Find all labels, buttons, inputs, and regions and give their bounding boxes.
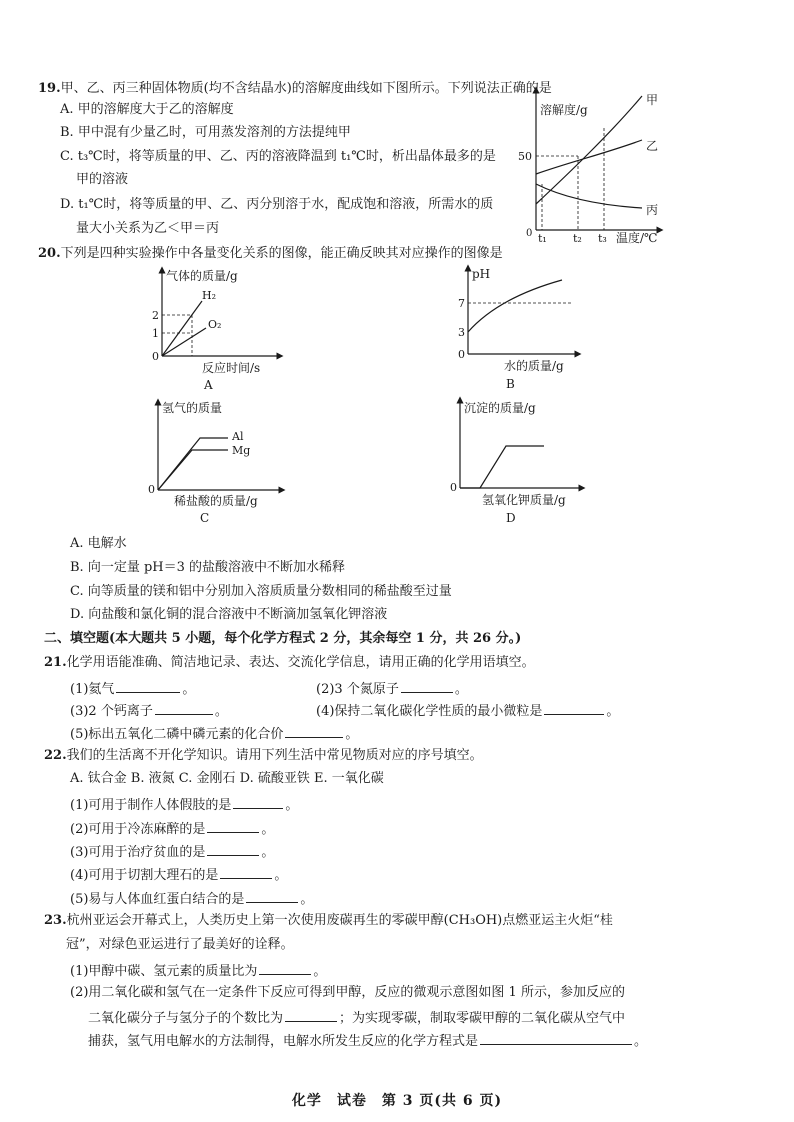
item-end: 。: [261, 845, 275, 860]
q21-stem: 化学用语能准确、简洁地记录、表达、交流化学信息，请用正确的化学用语填空。: [66, 655, 535, 670]
q23-stem-1: 杭州亚运会开幕式上，人类历史上第一次使用废碳再生的零碳甲醇(CH₃OH)点燃亚运主火炬“桂: [66, 913, 613, 928]
item-text: (4)保持二氧化碳化学性质的最小微粒是: [316, 704, 543, 719]
q20-option-d: D. 向盐酸和氯化铜的混合溶液中不断滴加氢氧化钾溶液: [70, 607, 388, 622]
solubility-graph: [510, 82, 670, 244]
question-number: 22.: [44, 748, 67, 763]
y-axis-label: 氢气的质量: [162, 401, 223, 415]
q21-item-1: [70, 678, 195, 699]
q20-stem: 下列是四种实验操作中各量变化关系的图像，能正确反映其对应操作的图像是: [60, 246, 503, 261]
graph-d: [444, 396, 592, 526]
graph-tag: B: [506, 377, 515, 391]
answer-blank[interactable]: [220, 864, 272, 879]
label-h2: H₂: [202, 289, 217, 302]
q23-part-1: [70, 960, 326, 981]
q20-option-c: C. 向等质量的镁和铝中分别加入溶质质量分数相同的稀盐酸至过量: [70, 584, 452, 599]
q19-option-d-cont: 量大小关系为乙＜甲＝丙: [76, 221, 220, 236]
q19-stem-line: [38, 80, 552, 98]
q20-option-b: B. 向一定量 pH＝3 的盐酸溶液中不断加水稀释: [70, 560, 346, 575]
item-end: 。: [300, 892, 314, 907]
y-axis-label: pH: [472, 267, 491, 281]
q21-item-4: [316, 700, 619, 721]
q21-stem-line: [44, 654, 535, 672]
q23-part-2-line2: [88, 1007, 625, 1028]
curve-ph: [468, 280, 562, 332]
item-text: (5)易与人体血红蛋白结合的是: [70, 892, 245, 907]
tick-7: 7: [458, 297, 465, 310]
line-mg: [158, 450, 228, 490]
line-h2: [162, 301, 202, 356]
item-text: (2)3 个氮原子: [316, 682, 399, 697]
item-text: (1)氦气: [70, 682, 115, 697]
item-text: 二氧化碳分子与氢分子的个数比为: [88, 1011, 284, 1026]
q19-option-b: B. 甲中混有少量乙时，可用蒸发溶剂的方法提纯甲: [60, 125, 351, 140]
curve-yi: [536, 140, 642, 174]
q19-option-a: A. 甲的溶解度大于乙的溶解度: [60, 102, 234, 117]
graph-tag: D: [506, 511, 516, 525]
q23-stem-line2: 冠”，对绿色亚运进行了最美好的诠释。: [66, 937, 294, 952]
answer-blank[interactable]: [285, 723, 343, 738]
answer-blank[interactable]: [480, 1030, 632, 1045]
q22-stem: 我们的生活离不开化学知识。请用下列生活中常见物质对应的序号填空。: [66, 748, 483, 763]
item-text-cont: ；为实现零碳，制取零碳甲醇的二氧化碳从空气中: [339, 1011, 626, 1026]
item-text: (3)2 个钙离子: [70, 704, 153, 719]
item-end: 。: [261, 822, 275, 837]
q21-item-2: [316, 678, 468, 699]
item-text: (1)可用于制作人体假肢的是: [70, 798, 232, 813]
origin-label: 0: [152, 350, 159, 363]
q19-option-d: D. t₁℃时，将等质量的甲、乙、丙分别溶于水，配成饱和溶液，所需水的质: [60, 197, 494, 212]
q22-stem-line: [44, 747, 483, 765]
q23-part-2-line1: (2)用二氧化碳和氢气在一定条件下反应可得到甲醇，反应的微观示意图如图 1 所示，参加反应的: [70, 985, 625, 1000]
y-axis-label: 沉淀的质量/g: [464, 401, 536, 415]
tick-t1: t₁: [538, 232, 547, 244]
item-end: 。: [214, 704, 228, 719]
x-axis-label: 稀盐酸的质量/g: [174, 494, 258, 508]
q19-stem: 甲、乙、丙三种固体物质(均不含结晶水)的溶解度曲线如下图所示。下列说法正确的是: [60, 81, 552, 96]
graph-tag: C: [200, 511, 210, 525]
q21-item-3: [70, 700, 228, 721]
line-precipitate: [460, 446, 544, 488]
question-number: 21.: [44, 655, 67, 670]
x-axis-label: 氢氧化钾质量/g: [482, 493, 566, 507]
tick-t2: t₂: [573, 232, 582, 244]
answer-blank[interactable]: [246, 888, 298, 903]
item-end: 。: [345, 727, 359, 742]
origin-label: 0: [148, 483, 155, 496]
item-text: (2)可用于冷冻麻醉的是: [70, 822, 206, 837]
q20-stem-line: [38, 245, 503, 263]
line-o2: [162, 328, 206, 356]
item-end: 。: [313, 964, 327, 979]
item-end: 。: [606, 704, 620, 719]
page-footer: 化学 试卷 第 3 页(共 6 页): [291, 1093, 503, 1109]
item-text: (4)可用于切割大理石的是: [70, 868, 219, 883]
answer-blank[interactable]: [285, 1007, 337, 1022]
tick-50: 50: [518, 150, 532, 163]
q23-part-2-line3: [88, 1030, 647, 1051]
q19-option-c-cont: 甲的溶液: [76, 172, 129, 187]
graph-b: [446, 264, 586, 394]
answer-blank[interactable]: [401, 678, 453, 693]
x-axis-label: 反应时间/s: [202, 361, 261, 375]
question-number: 20.: [38, 246, 61, 261]
y-axis-label: 溶解度/g: [540, 103, 588, 117]
curve-label-yi: 乙: [646, 139, 659, 153]
q22-item-2: [70, 818, 274, 839]
label-al: Al: [232, 430, 244, 443]
q22-item-4: [70, 864, 287, 885]
item-end: 。: [634, 1034, 648, 1049]
question-number: 23.: [44, 913, 67, 928]
graph-c: [142, 398, 292, 526]
label-mg: Mg: [232, 444, 251, 457]
item-text: (3)可用于治疗贫血的是: [70, 845, 206, 860]
origin-label: 0: [526, 228, 533, 239]
tick-1: 1: [152, 327, 159, 340]
item-text: (5)标出五氧化二磷中磷元素的化合价: [70, 727, 284, 742]
origin-label: 0: [450, 481, 457, 494]
curve-label-bing: 丙: [646, 203, 659, 217]
tick-t3: t₃: [598, 232, 607, 244]
graph-a: [140, 266, 290, 394]
item-end: 。: [182, 682, 196, 697]
curve-bing: [536, 184, 642, 208]
line-al: [158, 438, 228, 490]
answer-blank[interactable]: [207, 818, 259, 833]
answer-blank[interactable]: [116, 678, 180, 693]
tick-2: 2: [152, 309, 159, 322]
q22-choices: A. 钛合金 B. 液氮 C. 金刚石 D. 硫酸亚铁 E. 一氧化碳: [70, 771, 384, 786]
graph-tag: A: [204, 378, 213, 392]
q21-item-5: [70, 723, 358, 744]
tick-3: 3: [458, 326, 465, 339]
answer-blank[interactable]: [155, 700, 213, 715]
section-heading: 二、填空题(本大题共 5 小题，每个化学方程式 2 分，其余每空 1 分，共 26 分。): [44, 631, 522, 646]
answer-blank[interactable]: [207, 841, 259, 856]
x-axis-label: 温度/℃: [616, 231, 658, 244]
answer-blank[interactable]: [544, 700, 604, 715]
q19-option-c: C. t₃℃时，将等质量的甲、乙、丙的溶液降温到 t₁℃时，析出晶体最多的是: [60, 149, 496, 164]
item-end: 。: [285, 798, 299, 813]
answer-blank[interactable]: [259, 960, 311, 975]
item-end: 。: [274, 868, 288, 883]
q23-stem-line1: [44, 912, 613, 930]
item-text: (1)甲醇中碳、氢元素的质量比为: [70, 964, 258, 979]
q20-option-a: A. 电解水: [70, 536, 127, 551]
x-axis-label: 水的质量/g: [504, 359, 564, 373]
item-end: 。: [454, 682, 468, 697]
y-axis-label: 气体的质量/g: [166, 269, 238, 283]
answer-blank[interactable]: [233, 794, 283, 809]
curve-label-jia: 甲: [646, 93, 659, 107]
question-number: 19.: [38, 81, 61, 96]
origin-label: 0: [458, 348, 465, 361]
item-text: 捕获，氢气用电解水的方法制得，电解水所发生反应的化学方程式是: [88, 1034, 479, 1049]
q22-item-5: [70, 888, 313, 909]
q22-item-1: [70, 794, 298, 815]
q22-item-3: [70, 841, 274, 862]
label-o2: O₂: [208, 318, 222, 331]
